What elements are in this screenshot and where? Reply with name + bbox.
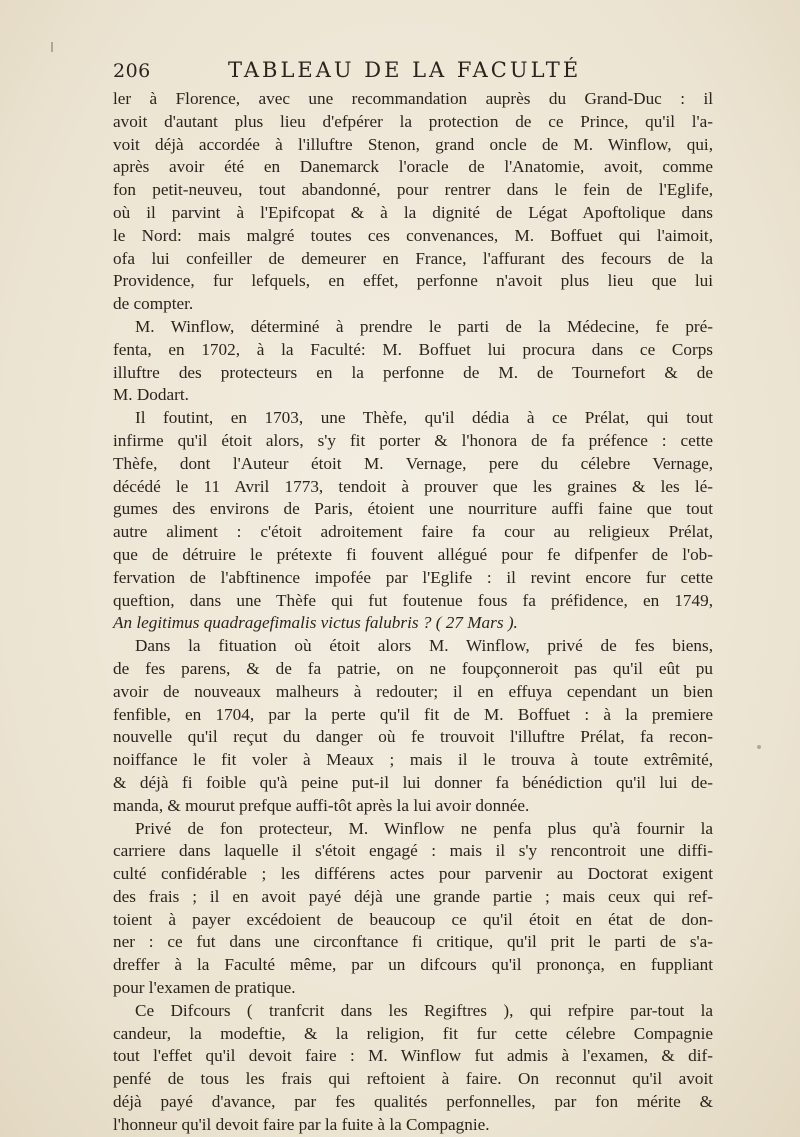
- body-text: [113, 88, 713, 1137]
- text-line: de compter.: [113, 294, 194, 314]
- running-title: TABLEAU DE LA FACULTÉ: [228, 58, 582, 82]
- text-line: nouvelle qu'il reçut du danger où fe trouvoit l'illuftre Prélat, fa recon-: [113, 727, 713, 747]
- text-line: Il foutint, en 1703, une Thèfe, qu'il dédia à ce Prélat, qui tout: [135, 408, 713, 428]
- text-line: Ce Difcours ( tranfcrit dans les Regiftres ), qui refpire par-tout la: [135, 1000, 713, 1020]
- text-line: candeur, la modeftie, & la religion, fit fur cette célebre Compagnie: [113, 1023, 713, 1043]
- text-line: Dans la fituation où étoit alors M. Winflow, privé de fes biens,: [135, 636, 713, 656]
- text-line: noiffance le fit voler à Meaux ; mais il le trouva à toute extrêmité,: [113, 750, 713, 770]
- text-line: décédé le 11 Avril 1773, tendoit à prouver que les graines & les lé-: [113, 476, 713, 496]
- text-line: manda, & mourut prefque auffi-tôt après la lui avoir donnée.: [113, 795, 530, 815]
- text-line: dreffer à la Faculté même, par un difcours qu'il prononça, en fuppliant: [113, 955, 713, 975]
- text-line: autre aliment : c'étoit adroitement faire fa cour au religieux Prélat,: [113, 522, 713, 542]
- text-line: An legitimus quadragefimalis victus falubris ? ( 27 Mars ).: [113, 613, 518, 633]
- margin-mark: [757, 745, 761, 749]
- text-line: fon petit-neuveu, tout abandonné, pour rentrer dans le fein de l'Eglife,: [113, 180, 713, 200]
- text-line: illuftre des protecteurs en la perfonne de M. de Tournefort & de: [113, 362, 713, 382]
- text-line: fenta, en 1702, à la Faculté: M. Boffuet lui procura dans ce Corps: [113, 339, 713, 359]
- text-line: gumes des environs de Paris, étoient une nourriture auffi faine que tout: [113, 499, 713, 519]
- text-line: des frais ; il en avoit payé déjà une grande partie ; mais ceux qui ref-: [113, 886, 713, 906]
- text-line: après avoir été en Danemarck l'oracle de l'Anatomie, avoit, comme: [113, 157, 713, 177]
- text-line: culté confidérable ; les différens actes pour parvenir au Doctorat exigent: [113, 864, 713, 884]
- page-header: [113, 60, 713, 90]
- text-line: fervation de l'abftinence impofée par l'Eglife : il revint encore fur cette: [113, 567, 713, 587]
- text-line: ner : ce fut dans une circonftance fi critique, qu'il prit le parti de s'a-: [113, 932, 713, 952]
- text-line: l'honneur qu'il devoit faire par la fuite à la Compagnie.: [113, 1114, 490, 1134]
- text-line: ler à Florence, avec une recommandation auprès du Grand-Duc : il: [113, 89, 713, 108]
- text-line: avoit d'autant plus lieu d'efpérer la protection de ce Prince, qu'il l'a-: [113, 111, 713, 131]
- text-line: que de détruire le prétexte fi fouvent allégué pour fe difpenfer de l'ob-: [113, 544, 713, 564]
- text-line: penfé de tous les frais qui reftoient à faire. On reconnut qu'il avoit: [113, 1069, 713, 1089]
- text-line: le Nord: mais malgré toutes ces convenances, M. Boffuet qui l'aimoit,: [113, 225, 713, 245]
- text-line: où il parvint à l'Epifcopat & à la dignité de Légat Apoftolique dans: [113, 202, 713, 222]
- text-line: tout l'effet qu'il devoit faire : M. Winflow fut admis à l'examen, & dif-: [113, 1046, 713, 1066]
- text-line: fenfible, en 1704, par la perte qu'il fit de M. Boffuet : à la premiere: [113, 704, 713, 724]
- text-line: Privé de fon protecteur, M. Winflow ne penfa plus qu'à fournir la: [135, 818, 713, 838]
- text-line: & déjà fi foible qu'à peine put-il lui donner fa bénédiction qu'il lui de-: [113, 772, 713, 792]
- text-line: M. Dodart.: [113, 385, 189, 405]
- text-line: Thèfe, dont l'Auteur étoit M. Vernage, pere du célebre Vernage,: [113, 453, 713, 473]
- text-line: carriere dans laquelle il s'étoit engagé : mais il s'y rencontroit une diffi-: [113, 841, 713, 861]
- text-line: déjà payé d'avance, par fes qualités perfonnelles, par fon mérite &: [113, 1092, 713, 1112]
- text-line: toient à payer excédoient de beaucoup ce qu'il étoit en état de don-: [113, 909, 713, 929]
- text-line: queftion, dans une Thèfe qui fut foutenue fous fa préfidence, en 1749,: [113, 590, 713, 610]
- text-line: de fes parens, & de fa patrie, on ne foupçonneroit pas qu'il eût pu: [113, 658, 713, 678]
- text-line: Providence, fur lefquels, en effet, perfonne n'avoit plus lieu que lui: [113, 271, 713, 291]
- text-line: infirme qu'il étoit alors, s'y fit porter & l'honora de fa préfence : cette: [113, 430, 713, 450]
- margin-mark: [51, 42, 53, 52]
- text-line: pour l'examen de pratique.: [113, 978, 296, 998]
- text-line: voit déjà accordée à l'illuftre Stenon, grand oncle de M. Winflow, qui,: [113, 134, 713, 154]
- page-number: 206: [113, 60, 151, 82]
- text-line: avoir de nouveaux malheurs à redouter; il en effuya cependant un bien: [113, 681, 713, 701]
- text-line: M. Winflow, déterminé à prendre le parti de la Médecine, fe pré-: [135, 316, 713, 336]
- text-line: ofa lui confeiller de demeurer en France, l'affurant des fecours de la: [113, 248, 713, 268]
